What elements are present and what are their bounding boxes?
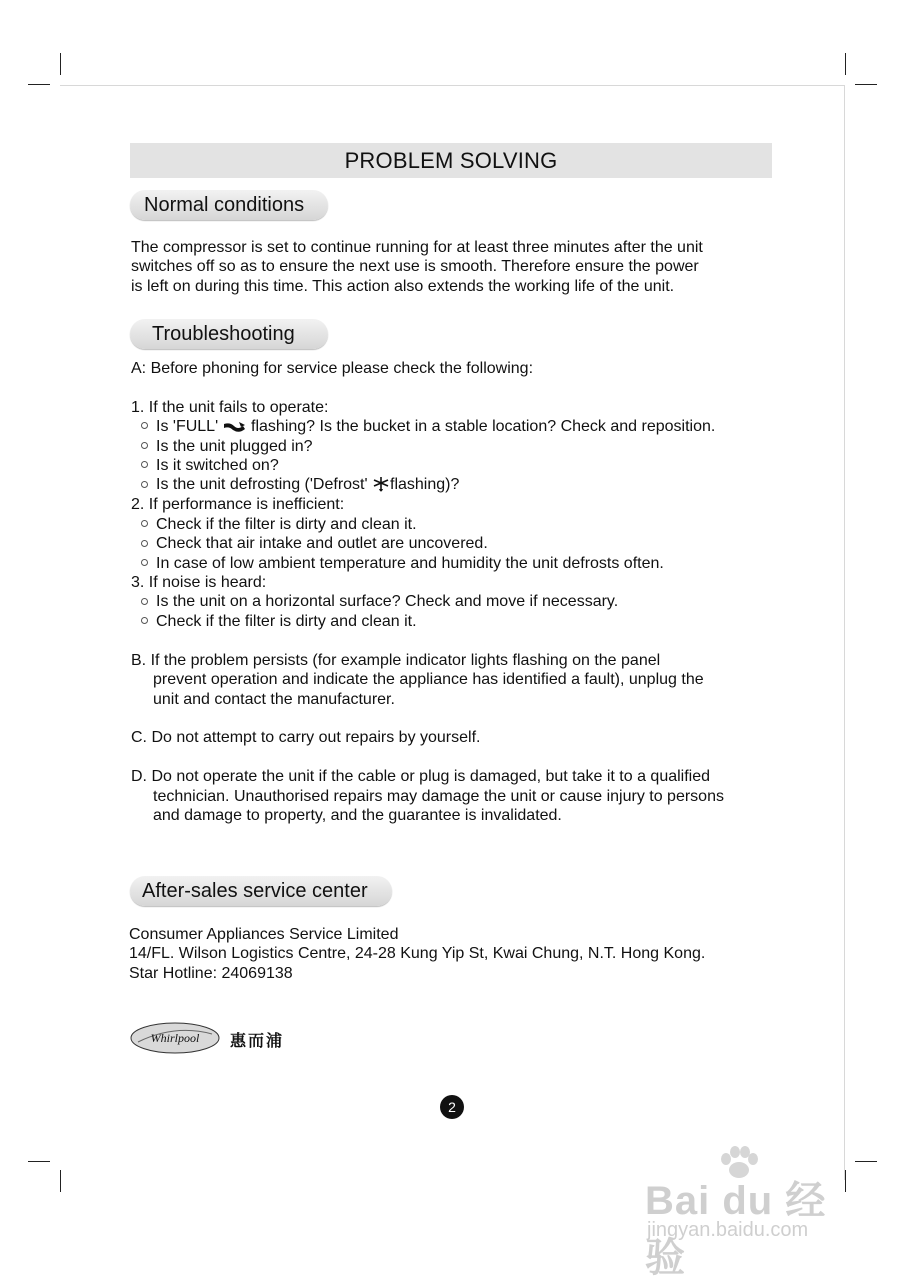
logo-text: Whirlpool	[150, 1031, 200, 1045]
list-item	[131, 456, 724, 475]
list-item	[131, 612, 724, 631]
item-text: flashing)?	[390, 476, 460, 494]
item-text: Check that air intake and outlet are uncovered.	[156, 535, 488, 553]
page-title: PROBLEM SOLVING	[344, 147, 558, 173]
company-address: 14/FL. Wilson Logistics Centre, 24-28 Kung Yip St, Kwai Chung, N.T. Hong Kong.	[129, 945, 706, 963]
question-3: 3. If noise is heard:	[131, 574, 267, 592]
paragraph-d-line: D. Do not operate the unit if the cable or plug is damaged, but take it to a qualified	[131, 768, 711, 786]
paragraph-d-line: technician. Unauthorised repairs may damage the unit or cause injury to persons	[153, 787, 724, 805]
list-item	[131, 515, 724, 534]
hotline: Star Hotline: 24069138	[129, 964, 293, 982]
bullet-icon	[141, 520, 148, 527]
page-number: 2	[440, 1095, 464, 1119]
brand-chinese-name: 惠而浦	[230, 1033, 285, 1050]
text-line: The compressor is set to continue running for at least three minutes after the unit	[131, 239, 703, 256]
page-frame-right	[844, 85, 845, 1180]
crop-mark	[845, 53, 846, 75]
item-text: Is the unit defrosting ('Defrost'	[156, 476, 368, 494]
text-line: is left on during this time. This action also extends the working life of the unit.	[131, 277, 675, 295]
section-heading-troubleshooting	[130, 319, 328, 349]
list-item	[131, 534, 724, 553]
watermark-url: jingyan.baidu.com	[647, 1219, 809, 1241]
paragraph-d-line: and damage to property, and the guarantee is invalidated.	[153, 806, 562, 824]
baidu-watermark	[645, 1145, 855, 1280]
section-heading-text: Troubleshooting	[152, 322, 295, 345]
item-text: Is 'FULL'	[156, 418, 219, 436]
list-item	[131, 437, 724, 456]
bullet-icon	[141, 617, 148, 624]
bullet-icon	[141, 422, 148, 429]
question-2: 2. If performance is inefficient:	[131, 496, 345, 514]
item-text: In case of low ambient temperature and humidity the unit defrosts often.	[156, 554, 664, 572]
whirlpool-logo	[130, 1020, 220, 1056]
intro-line: A: Before phoning for service please check the following:	[131, 360, 534, 377]
paragraph-c: C. Do not attempt to carry out repairs by yourself.	[131, 729, 481, 747]
page-title-bar	[130, 143, 772, 178]
defrost-icon	[372, 475, 390, 495]
list-item	[131, 554, 724, 573]
crop-mark	[60, 1170, 61, 1192]
bullet-icon	[141, 598, 148, 605]
bucket-full-icon	[223, 420, 247, 434]
crop-mark	[28, 1161, 50, 1162]
section-heading-normal	[130, 190, 328, 220]
crop-mark	[28, 84, 50, 85]
crop-mark	[60, 53, 61, 75]
item-text: Is the unit on a horizontal surface? Check and move if necessary.	[156, 593, 619, 611]
crop-mark	[855, 84, 877, 85]
paragraph-b-line: B. If the problem persists (for example indicator lights flashing on the panel	[131, 651, 661, 669]
item-text: flashing? Is the bucket in a stable location? Check and reposition.	[251, 418, 716, 436]
question-1: 1. If the unit fails to operate:	[131, 398, 329, 416]
crop-mark	[855, 1161, 877, 1162]
page-frame-top	[60, 85, 845, 86]
bullet-icon	[141, 481, 148, 488]
item-text: Check if the filter is dirty and clean it.	[156, 612, 417, 630]
section-heading-text: Normal conditions	[144, 193, 305, 216]
text-line: switches off so as to ensure the next use is smooth. Therefore ensure the power	[131, 258, 699, 276]
bullet-icon	[141, 442, 148, 449]
list-item	[131, 417, 724, 436]
bullet-icon	[141, 559, 148, 566]
list-item	[131, 592, 724, 611]
section-heading-text: After-sales service center	[142, 879, 368, 902]
item-text: Is the unit plugged in?	[156, 437, 313, 455]
list-item	[131, 475, 724, 495]
service-center-text	[129, 925, 705, 983]
paragraph-b-line: prevent operation and indicate the appliance has identified a fault), unplug the	[153, 671, 704, 689]
normal-conditions-text	[131, 238, 703, 296]
bullet-icon	[141, 540, 148, 547]
bullet-icon	[141, 461, 148, 468]
company-name: Consumer Appliances Service Limited	[129, 926, 399, 943]
watermark-big-text: Bai du 经验	[645, 1179, 827, 1280]
section-heading-service	[130, 876, 392, 906]
item-text: Check if the filter is dirty and clean it.	[156, 515, 417, 533]
troubleshooting-text	[131, 359, 724, 825]
paragraph-b-line: unit and contact the manufacturer.	[153, 690, 395, 708]
item-text: Is it switched on?	[156, 457, 279, 475]
